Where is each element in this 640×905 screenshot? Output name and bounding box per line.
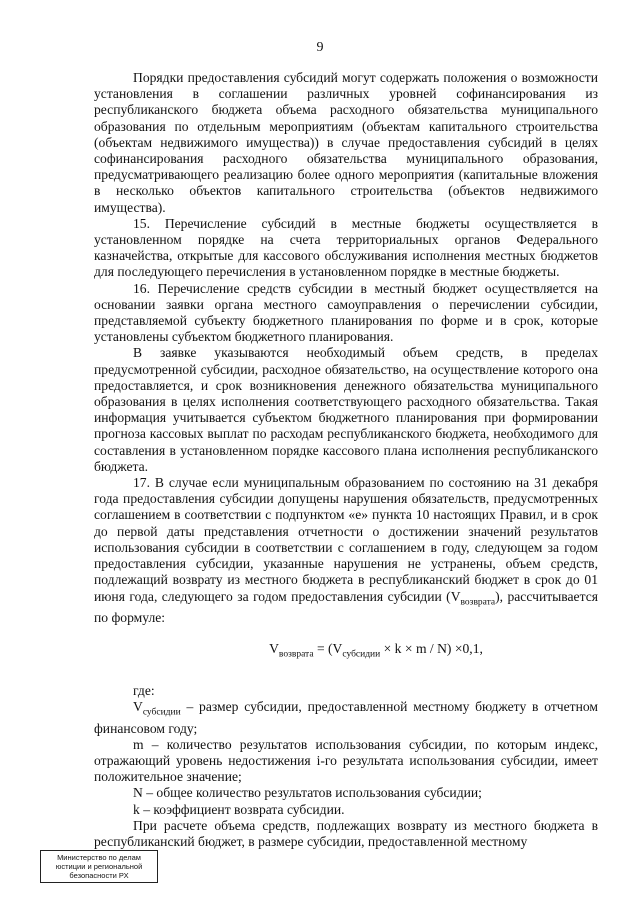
paragraph-17-subscript: возврата [460,597,496,608]
paragraph-subsidy-procedures: Порядки предоставления субсидий могут содержать положения о возможности установления в соглашении различных уровней софинансирования из республиканского бюджета объема расходного обязательства муниципального образования по отдельным мероприятиям (объектам капитального строительства (объектам недвижимого имущества)) в случае предоставления субсидий в целях софинансирования расходного обязательства муниципального образования, предусматривающего реализацию более одного мероприятия (капитальные вложения в несколько объектов капитального строительства (объектов недвижимого имущества). [94,70,598,215]
paragraph-final: При расчете объема средств, подлежащих возврату из местного бюджета в республиканский бюджет, в размере субсидии, предоставленной местному [94,817,598,850]
paragraph-16-application: В заявке указываются необходимый объем средств, в пределах предусмотренной субсидии, расходное обязательство, на осуществление которого она предоставляется, и срок возникновения денежного обязательства муниципального образования в целях исполнения соответствующего расходного обязательства. Такая информация учитывается субъектом бюджетного планирования при формировании прогноза кассовых выплат по расходам республиканского бюджета, необходимого для составления в установленном порядке кассового плана исполнения республиканского бюджета. [94,345,598,474]
definitions-where: где: [133,682,155,698]
formula-rhs: × k × m / N) ×0,1, [380,640,483,656]
definition-v-var: V [133,698,143,714]
paragraph-17-text: 17. В случае если муниципальным образованием по состоянию на 31 декабря года предоставления субсидии допущены нарушения обязательств, предусмотренных соглашением в соответствии с подпунктом «е» пункта 10 настоящих Правил, и в срок до первой даты представления отчетности о достижении значений результатов использования субсидии в соответствии с соглашением в году, следующем за годом предоставления субсидии, указанные нарушения не устранены, объем средств, подлежащий возврату из местного бюджета в республиканский бюджет в срок до 01 июня года, следующего за годом предоставления субсидии (V [94,475,598,604]
formula-lhs: V [269,640,279,656]
definition-v-subscript: субсидии [142,707,181,718]
formula-lhs-subscript: возврата [278,649,314,660]
paragraph-17-ending: ), рассчитывается по формуле: [94,588,598,626]
definition-m: m – количество результатов использования субсидии, по которым индекс, отражающий уровень недостижения i-го результата использования субсидии, имеет положительное значение; [94,736,598,785]
definition-v-subsidy [94,699,598,737]
stamp-line-2: юстиции и региональной [55,862,143,871]
document-body [94,70,598,850]
definition-v-text: – размер субсидии, предоставленной местному бюджету в отчетном финансовом году; [94,698,598,736]
paragraph-15: 15. Перечисление субсидий в местные бюджеты осуществляется в установленном порядке на счета территориальных органов Федерального казначейства, открытые для кассового обслуживания исполнения местных бюджетов для последующего перечисления в установленном порядке в местные бюджеты. [94,215,598,280]
paragraph-16: 16. Перечисление средств субсидии в местный бюджет осуществляется на основании заявки органа местного самоуправления о перечислении субсидии, представляемой субъекту бюджетного планирования по форме и в срок, которые установлены субъектом бюджетного планирования. [94,280,598,345]
return-formula [94,641,598,663]
formula-mid: = (V [313,640,343,656]
ministry-stamp [40,850,158,883]
paragraph-17 [94,475,598,627]
stamp-line-3: безопасности РХ [69,871,129,880]
definition-n: N – общее количество результатов использования субсидии; [133,785,482,801]
stamp-line-1: Министерство по делам [57,853,141,862]
formula-mid-subscript: субсидии [342,649,381,660]
page-number: 9 [316,40,324,55]
definition-k: k – коэффициент возврата субсидии. [133,801,345,817]
